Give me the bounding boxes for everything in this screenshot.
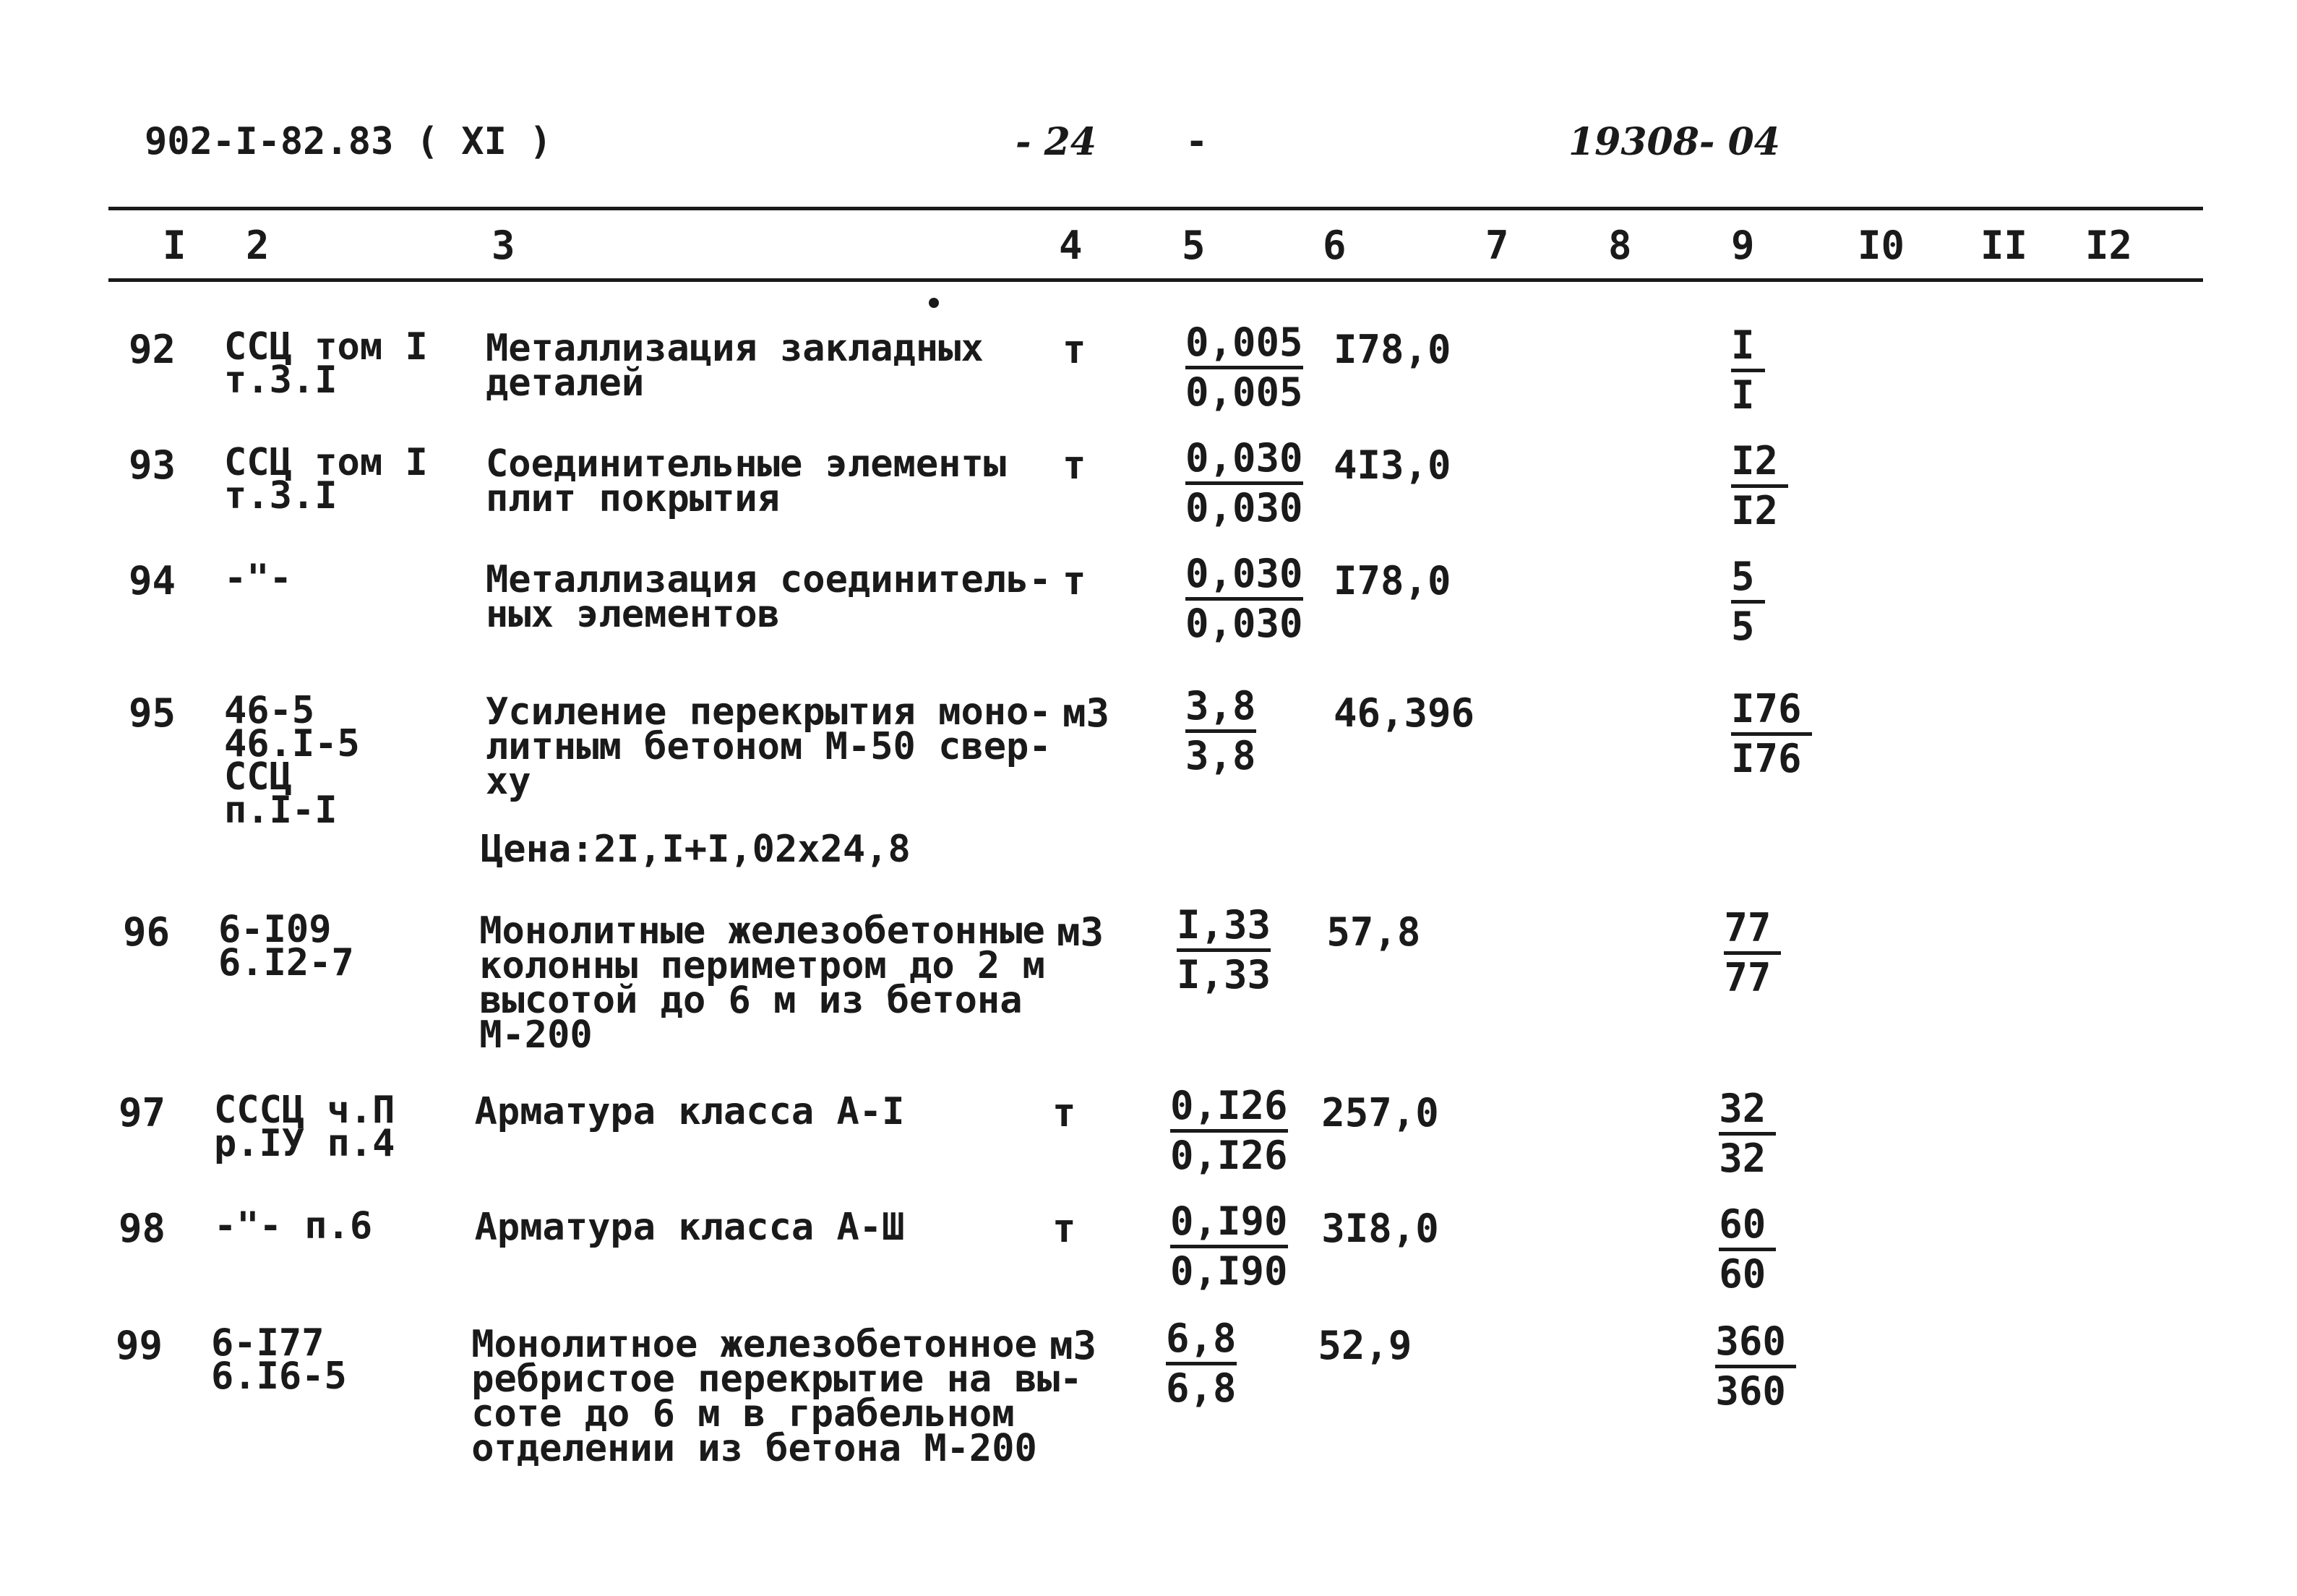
unit-price: I78,0 bbox=[1334, 327, 1451, 372]
total-denominator: 77 bbox=[1724, 955, 1772, 1000]
description-line: Металлизация соединитель- bbox=[486, 558, 1052, 601]
source-ref-line: ССЦ том I bbox=[224, 325, 428, 369]
quantity-denominator: I,33 bbox=[1177, 952, 1271, 998]
description-line: отделении из бетона М-200 bbox=[471, 1427, 1037, 1470]
column-header-7: 7 bbox=[1485, 223, 1509, 268]
handwritten-reference: 19308- 04 bbox=[1568, 120, 1780, 164]
total-fraction bbox=[1731, 554, 1765, 650]
quantity-fraction bbox=[1185, 551, 1303, 647]
table-header-rule bbox=[108, 278, 2203, 282]
total-fraction bbox=[1715, 1318, 1796, 1415]
quantity-denominator: 0,I26 bbox=[1170, 1133, 1288, 1178]
source-ref-line: -"- bbox=[224, 557, 292, 600]
page-number: - 24 bbox=[1016, 120, 1097, 164]
description-line: плит покрытия bbox=[486, 477, 780, 520]
unit: т bbox=[1062, 442, 1086, 488]
description-line: ребристое перекрытие на вы- bbox=[471, 1357, 1083, 1401]
total-numerator: 60 bbox=[1719, 1204, 1776, 1251]
description-line: Монолитные железобетонные bbox=[479, 909, 1045, 953]
description-line: литным бетоном М-50 свер- bbox=[486, 725, 1052, 768]
quantity-denominator: 0,030 bbox=[1185, 485, 1303, 531]
source-ref-line: 6-I77 bbox=[211, 1321, 325, 1365]
quantity-fraction bbox=[1170, 1083, 1288, 1179]
total-denominator: I76 bbox=[1731, 736, 1802, 781]
column-header-10: I0 bbox=[1858, 223, 1905, 268]
source-ref-line: 6.I6-5 bbox=[211, 1355, 347, 1398]
source-ref-line: 46.I-5 bbox=[224, 722, 360, 765]
source-ref-line: ССЦ том I bbox=[224, 441, 428, 484]
unit: т bbox=[1062, 558, 1086, 604]
unit-price: I78,0 bbox=[1334, 558, 1451, 604]
row-number: 99 bbox=[116, 1323, 163, 1368]
quantity-numerator: 6,8 bbox=[1166, 1318, 1237, 1365]
total-numerator: 360 bbox=[1715, 1321, 1796, 1368]
column-header-3: 3 bbox=[491, 223, 515, 268]
unit: т bbox=[1052, 1090, 1076, 1136]
total-denominator: 32 bbox=[1719, 1136, 1766, 1181]
description-line: Арматура класса А-Ш bbox=[474, 1206, 905, 1249]
source-ref-line: т.3.I bbox=[224, 474, 338, 518]
total-denominator: 5 bbox=[1731, 604, 1755, 649]
table-top-rule bbox=[108, 207, 2203, 210]
price-note: Цена:2I,I+I,02х24,8 bbox=[481, 828, 911, 871]
unit-price: 57,8 bbox=[1326, 909, 1421, 955]
description-line: колонны периметром до 2 м bbox=[479, 944, 1045, 987]
column-header-8: 8 bbox=[1608, 223, 1632, 268]
source-ref-line: р.IУ п.4 bbox=[214, 1122, 395, 1165]
description-line: Усиление перекрытия моно- bbox=[486, 690, 1052, 734]
unit: т bbox=[1052, 1206, 1076, 1251]
description-line: высотой до 6 м из бетона bbox=[479, 979, 1023, 1022]
quantity-numerator: 0,I90 bbox=[1170, 1201, 1288, 1248]
column-header-6: 6 bbox=[1323, 223, 1347, 268]
quantity-fraction bbox=[1177, 902, 1271, 998]
description-line: М-200 bbox=[479, 1013, 593, 1057]
row-number: 93 bbox=[129, 442, 176, 488]
row-number: 97 bbox=[119, 1090, 166, 1136]
quantity-numerator: 0,030 bbox=[1185, 554, 1303, 601]
source-ref-line: ССЦ bbox=[224, 755, 292, 799]
source-ref-line: т.3.I bbox=[224, 359, 338, 402]
unit: т bbox=[1062, 327, 1086, 372]
unit: м3 bbox=[1049, 1323, 1097, 1368]
row-number: 98 bbox=[119, 1206, 166, 1251]
description-line: соте до 6 м в грабельном bbox=[471, 1392, 1015, 1436]
ink-dot bbox=[929, 298, 939, 308]
source-ref-line: СССЦ ч.П bbox=[214, 1089, 395, 1132]
total-fraction bbox=[1719, 1201, 1776, 1297]
column-header-1: I bbox=[163, 223, 186, 268]
quantity-numerator: I,33 bbox=[1177, 905, 1271, 952]
quantity-numerator: 0,I26 bbox=[1170, 1086, 1288, 1133]
description-line: Арматура класса А-I bbox=[474, 1090, 905, 1133]
unit-price: 257,0 bbox=[1321, 1090, 1439, 1136]
total-fraction bbox=[1731, 438, 1788, 534]
total-denominator: I2 bbox=[1731, 488, 1779, 533]
total-fraction bbox=[1731, 322, 1765, 419]
quantity-numerator: 0,030 bbox=[1185, 438, 1303, 485]
quantity-denominator: 0,I90 bbox=[1170, 1248, 1288, 1294]
column-header-12: I2 bbox=[2085, 223, 2133, 268]
description-line: Соединительные элементы bbox=[486, 442, 1007, 486]
unit: м3 bbox=[1062, 690, 1110, 736]
total-numerator: I76 bbox=[1731, 689, 1812, 736]
quantity-fraction bbox=[1185, 319, 1303, 416]
total-denominator: 60 bbox=[1719, 1251, 1766, 1297]
description-line: деталей bbox=[486, 361, 645, 405]
document-code: 902-I-82.83 ( XI ) bbox=[145, 120, 552, 163]
total-fraction bbox=[1731, 686, 1812, 782]
quantity-numerator: 0,005 bbox=[1185, 322, 1303, 369]
source-ref-line: 6.I2-7 bbox=[218, 941, 354, 984]
quantity-fraction bbox=[1185, 683, 1256, 779]
quantity-numerator: 3,8 bbox=[1185, 686, 1256, 733]
row-number: 92 bbox=[129, 327, 176, 372]
row-number: 95 bbox=[129, 690, 176, 736]
quantity-denominator: 3,8 bbox=[1185, 733, 1256, 778]
unit-price: 4I3,0 bbox=[1334, 442, 1451, 488]
total-denominator: 360 bbox=[1715, 1368, 1786, 1414]
unit: м3 bbox=[1057, 909, 1104, 955]
total-numerator: 77 bbox=[1724, 908, 1781, 955]
source-ref-line: 6-I09 bbox=[218, 908, 332, 951]
column-header-4: 4 bbox=[1059, 223, 1083, 268]
source-ref-line: 46-5 bbox=[224, 689, 315, 732]
total-numerator: 5 bbox=[1731, 557, 1765, 604]
column-header-5: 5 bbox=[1182, 223, 1206, 268]
quantity-fraction bbox=[1170, 1198, 1288, 1295]
source-ref-line: -"- п.6 bbox=[214, 1204, 373, 1248]
description-line: Монолитное железобетонное bbox=[471, 1323, 1037, 1366]
column-header-2: 2 bbox=[246, 223, 270, 268]
description-line: ху bbox=[486, 760, 531, 803]
quantity-denominator: 6,8 bbox=[1166, 1365, 1237, 1411]
quantity-denominator: 0,030 bbox=[1185, 601, 1303, 646]
description-line: Металлизация закладных bbox=[486, 327, 984, 370]
unit-price: 46,396 bbox=[1334, 690, 1475, 736]
row-number: 94 bbox=[129, 558, 176, 604]
quantity-fraction bbox=[1185, 435, 1303, 531]
column-header-9: 9 bbox=[1731, 223, 1755, 268]
quantity-fraction bbox=[1166, 1318, 1237, 1412]
total-fraction bbox=[1724, 905, 1781, 1001]
column-header-11: II bbox=[1980, 223, 2028, 268]
page-number-dash: - bbox=[1185, 120, 1208, 163]
total-denominator: I bbox=[1731, 372, 1755, 418]
total-fraction bbox=[1719, 1086, 1776, 1182]
row-number: 96 bbox=[123, 909, 171, 955]
total-numerator: I bbox=[1731, 325, 1765, 372]
total-numerator: I2 bbox=[1731, 441, 1788, 488]
description-line: ных элементов bbox=[486, 593, 780, 636]
source-ref-line: п.I-I bbox=[224, 789, 338, 832]
unit-price: 3I8,0 bbox=[1321, 1206, 1439, 1251]
quantity-denominator: 0,005 bbox=[1185, 369, 1303, 415]
total-numerator: 32 bbox=[1719, 1089, 1776, 1136]
unit-price: 52,9 bbox=[1318, 1323, 1412, 1368]
